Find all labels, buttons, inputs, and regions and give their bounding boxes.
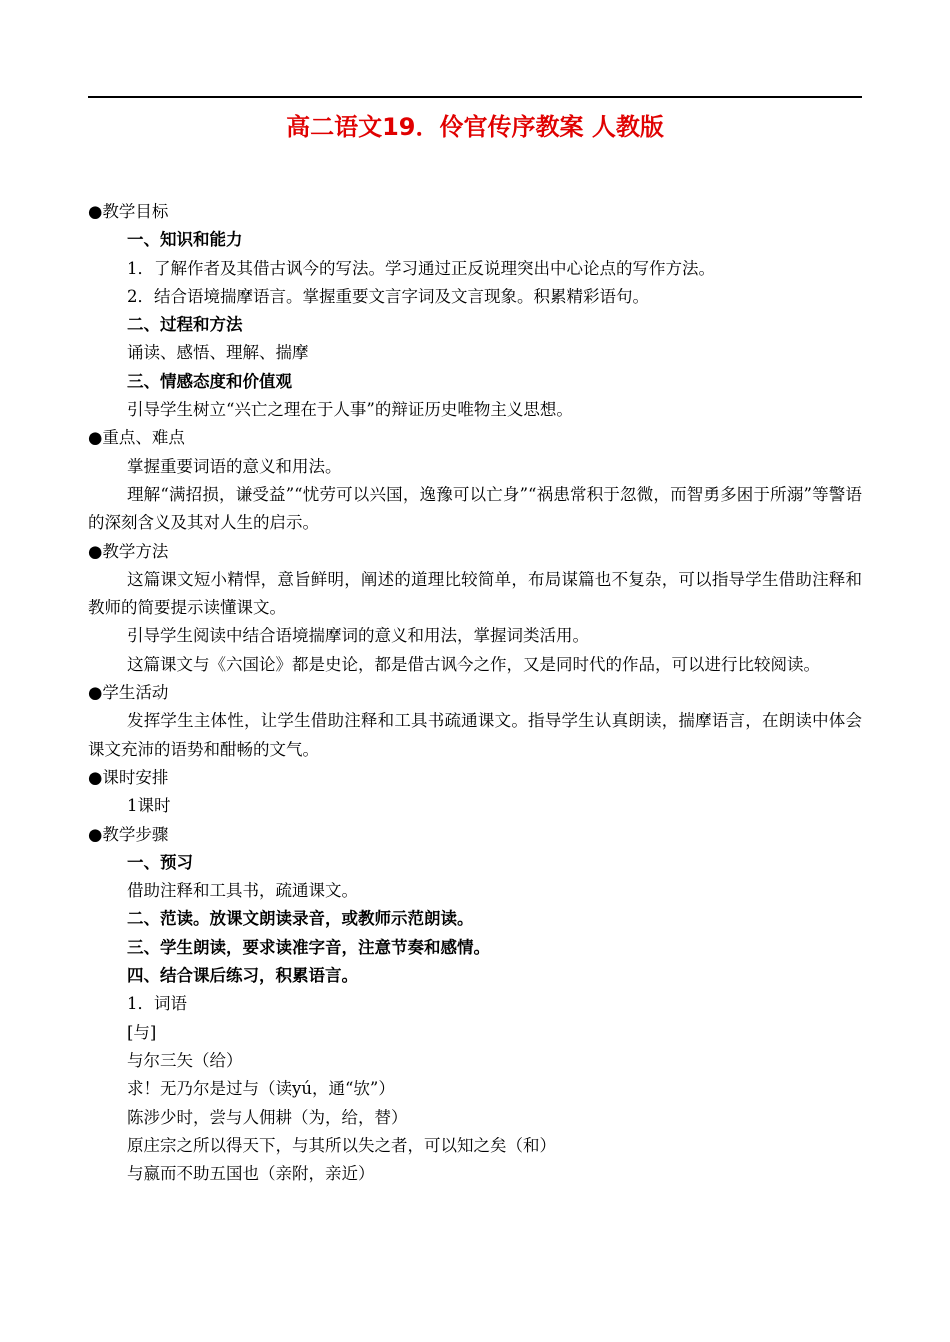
- step-1-text: 借助注释和工具书，疏通课文。: [127, 881, 358, 901]
- vocab-example-3: 陈涉少时，尝与人佣耕（为，给，替）: [127, 1107, 408, 1127]
- key-paragraph-1: 掌握重要词语的意义和用法。: [127, 456, 342, 476]
- vocab-label: 1．词语: [127, 994, 187, 1014]
- vocab-example-2: 求！无乃尔是过与（读yú，通“欤”）: [127, 1079, 395, 1099]
- step-3-heading: 三、学生朗读，要求读准字音，注意节奏和感情。: [127, 937, 490, 957]
- section-heading-key: ●重点、难点: [88, 428, 185, 448]
- method-paragraph-2: 引导学生阅读中结合语境揣摩词的意义和用法，掌握词类活用。: [127, 626, 589, 646]
- goal-item-1: 1．了解作者及其借古讽今的写法。学习通过正反说理突出中心论点的写作方法。: [127, 258, 715, 278]
- vocab-word: [与]: [127, 1022, 157, 1042]
- vocab-example-1: 与尔三矢（给）: [127, 1050, 243, 1070]
- section-heading-schedule: ●课时安排: [88, 767, 169, 787]
- document-title: 高二语文19．伶官传序教案 人教版: [286, 113, 664, 141]
- vocab-example-5: 与嬴而不助五国也（亲附，亲近）: [127, 1164, 375, 1184]
- method-paragraph-3: 这篇课文与《六国论》都是史论，都是借古讽今之作，又是同时代的作品，可以进行比较阅读。: [127, 654, 820, 674]
- subheading-process: 二、过程和方法: [127, 315, 243, 335]
- activity-paragraph: 发挥学生主体性，让学生借助注释和工具书疏通课文。指导学生认真朗读，揣摩语言，在朗读中体会课文充沛的语势和酣畅的文气。: [88, 711, 862, 759]
- step-1-heading: 一、预习: [127, 852, 193, 872]
- process-text: 诵读、感悟、理解、揣摩: [127, 343, 309, 363]
- values-text: 引导学生树立“兴亡之理在于人事”的辩证历史唯物主义思想。: [127, 400, 573, 420]
- step-4-heading: 四、结合课后练习，积累语言。: [127, 966, 358, 986]
- section-heading-method: ●教学方法: [88, 541, 169, 561]
- section-heading-activity: ●学生活动: [88, 683, 169, 703]
- goal-item-2: 2．结合语境揣摩语言。掌握重要文言字词及文言现象。积累精彩语句。: [127, 286, 649, 306]
- subheading-values: 三、情感态度和价值观: [127, 371, 292, 391]
- document-body: [88, 198, 862, 1188]
- subheading-knowledge: 一、知识和能力: [127, 230, 243, 250]
- vocab-example-4: 原庄宗之所以得天下，与其所以失之者，可以知之矣（和）: [127, 1135, 556, 1155]
- section-heading-goals: ●教学目标: [88, 202, 169, 221]
- schedule-text: 1课时: [127, 796, 171, 816]
- step-2-heading: 二、范读。放课文朗读录音，或教师示范朗读。: [127, 909, 474, 929]
- key-paragraph-2: 理解“满招损，谦受益”“忧劳可以兴国，逸豫可以亡身”“祸患常积于忽微，而智勇多困于所溺”等警语的深刻含义及其对人生的启示。: [88, 484, 862, 533]
- header-rule: [88, 96, 862, 98]
- section-heading-steps: ●教学步骤: [88, 824, 169, 844]
- method-paragraph-1: 这篇课文短小精悍，意旨鲜明，阐述的道理比较简单，布局谋篇也不复杂，可以指导学生借助注释和教师的简要提示读懂课文。: [88, 569, 862, 618]
